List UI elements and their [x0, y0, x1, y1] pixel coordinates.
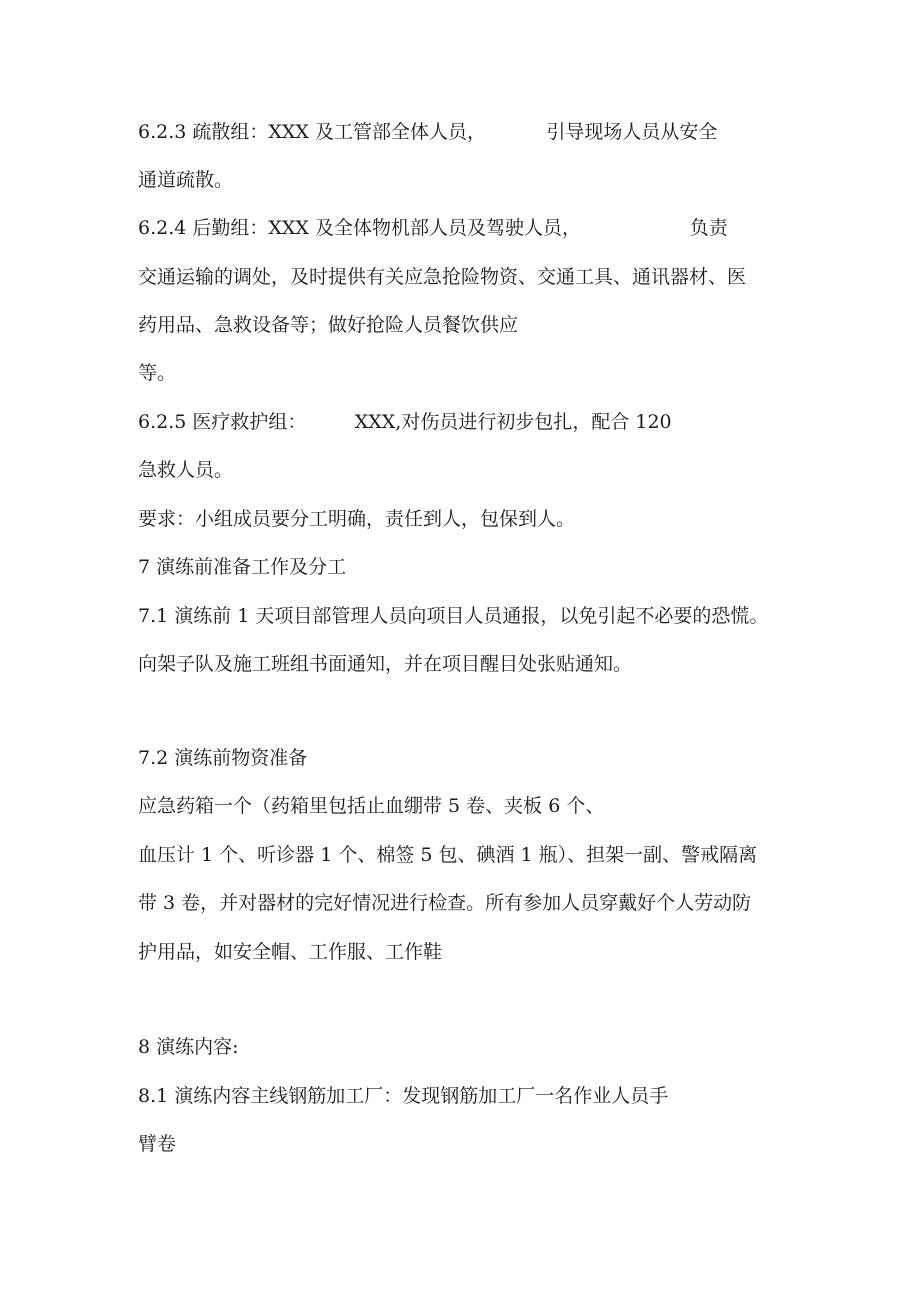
line-7-1-cont: 向架子队及施工班组书面通知，并在项目醒目处张贴通知。 — [138, 653, 633, 675]
section-8-heading: 8 演练内容: — [138, 1036, 239, 1058]
line-8-1-cont: 臂卷 — [138, 1133, 177, 1155]
line-6-2-5-medical: 6.2.5 医疗救护组： XXX,对伤员进行初步包扎，配合 120 — [138, 411, 672, 433]
line-7-1: 7.1 演练前 1 天项目部管理人员向项目人员通报，以免引起不必要的恐慌。 — [138, 605, 769, 627]
line-medical-cont: 急救人员。 — [138, 459, 234, 481]
line-7-2-kit-cont-3: 护用品，如安全帽、工作服、工作鞋 — [138, 941, 443, 963]
line-7-2-kit-cont-2: 带 3 卷，并对器材的完好情况进行检查。所有参加人员穿戴好个人劳动防 — [138, 892, 752, 914]
line-7-2-kit: 应急药箱一个（药箱里包括止血绷带 5 卷、夹板 6 个、 — [138, 795, 605, 817]
section-7-2-heading: 7.2 演练前物资准备 — [138, 747, 308, 769]
line-logistics-cont-3: 等。 — [138, 362, 177, 384]
line-7-2-kit-cont-1: 血压计 1 个、听诊器 1 个、棉签 5 包、碘酒 1 瓶）、担架一副、警戒隔离 — [138, 844, 758, 866]
line-requirement: 要求：小组成员要分工明确，责任到人，包保到人。 — [138, 508, 576, 530]
line-6-2-4-logistics: 6.2.4 后勤组：XXX 及全体物机部人员及驾驶人员， 负责 — [138, 217, 728, 239]
line-8-1: 8.1 演练内容主线钢筋加工厂：发现钢筋加工厂一名作业人员手 — [138, 1085, 669, 1107]
line-logistics-cont-2: 药用品、急救设备等；做好抢险人员餐饮供应 — [138, 314, 519, 336]
line-evacuation-cont: 通道疏散。 — [138, 169, 234, 191]
section-7-heading: 7 演练前准备工作及分工 — [138, 556, 347, 578]
line-6-2-3-evacuation: 6.2.3 疏散组：XXX 及工管部全体人员， 引导现场人员从安全 — [138, 121, 718, 143]
line-logistics-cont-1: 交通运输的调处，及时提供有关应急抢险物资、交通工具、通讯器材、医 — [138, 266, 747, 288]
